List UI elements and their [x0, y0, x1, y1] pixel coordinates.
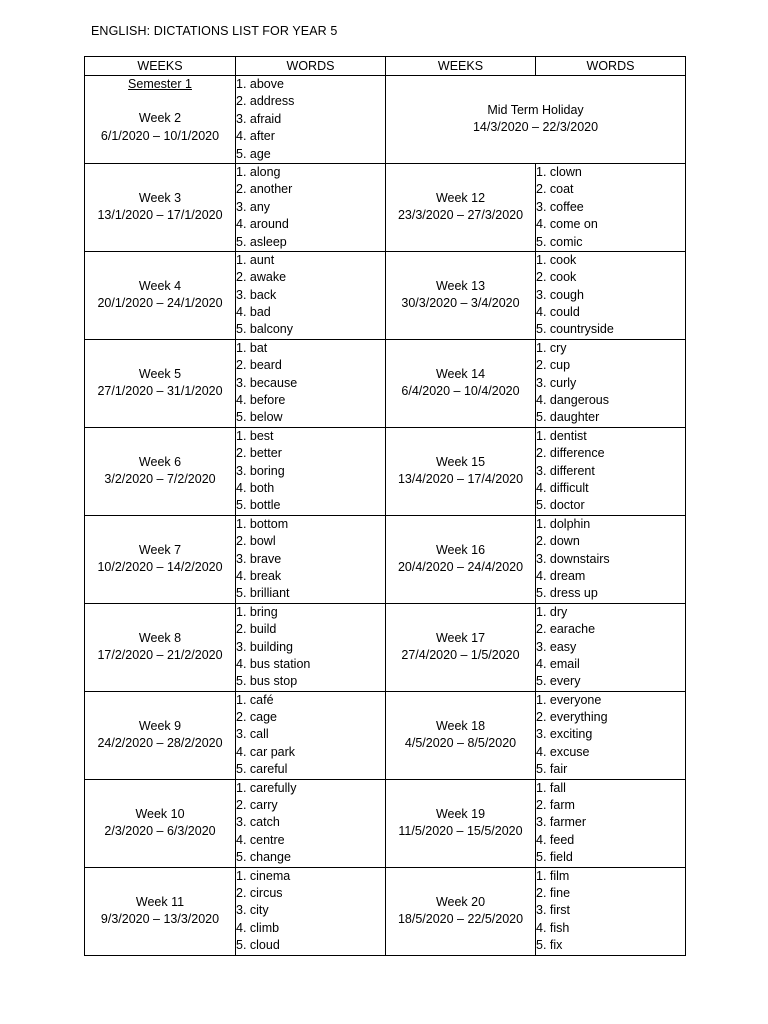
word-item: 1. bottom: [236, 516, 289, 531]
word-item: 4. feed: [536, 832, 575, 847]
word-item: 1. best: [236, 428, 274, 443]
word-item: 3. first: [536, 903, 571, 918]
word-item: 5. comic: [536, 234, 583, 249]
words-cell: [536, 867, 686, 955]
words-cell: [236, 251, 386, 339]
week-cell: [85, 76, 236, 164]
week-label: Week 14: [435, 366, 486, 381]
words-cell: [236, 427, 386, 515]
table-row: [85, 691, 686, 779]
word-item: 3. easy: [536, 639, 577, 654]
words-cell: [536, 779, 686, 867]
week-cell: [85, 779, 236, 867]
words-cell: [236, 339, 386, 427]
table-row: [85, 867, 686, 955]
word-item: 4. fish: [536, 920, 570, 935]
week-cell: [386, 515, 536, 603]
week-label: Week 9: [138, 718, 182, 733]
week-cell: [386, 251, 536, 339]
week-label: Week 17: [435, 630, 486, 645]
word-item: 4. email: [536, 656, 580, 671]
week-cell: [85, 339, 236, 427]
holiday-dates: 14/3/2020 – 22/3/2020: [472, 120, 599, 135]
word-item: 4. dream: [536, 568, 586, 583]
week-label: Week 19: [435, 806, 486, 821]
word-item: 5. careful: [236, 762, 288, 777]
week-label: Week 20: [435, 894, 486, 909]
table-row: [85, 603, 686, 691]
word-item: 1. bring: [236, 604, 278, 619]
week-label: Week 15: [435, 454, 486, 469]
week-label: Week 5: [138, 366, 182, 381]
word-item: 2. down: [536, 534, 580, 549]
word-item: 5. field: [536, 850, 573, 865]
word-item: 1. above: [236, 77, 284, 91]
word-item: 4. before: [236, 393, 286, 408]
word-item: 5. fix: [536, 938, 563, 953]
word-item: 3. curly: [536, 375, 577, 390]
word-item: 2. cup: [536, 358, 571, 373]
word-item: 2. earache: [536, 622, 596, 637]
dictation-table: [84, 56, 686, 956]
word-item: 3. building: [236, 639, 293, 654]
word-item: 1. everyone: [536, 692, 602, 707]
table-row: [85, 427, 686, 515]
holiday-title: Mid Term Holiday: [487, 103, 584, 118]
words-cell: [236, 691, 386, 779]
word-item: 1. aunt: [236, 252, 275, 267]
week-cell: [386, 867, 536, 955]
words-cell: [536, 251, 686, 339]
word-item: 5. asleep: [236, 234, 287, 249]
week-dates: 13/1/2020 – 17/1/2020: [97, 208, 223, 223]
word-item: 2. build: [236, 622, 277, 637]
word-item: 3. catch: [236, 815, 280, 830]
word-item: 1. bat: [236, 340, 268, 355]
words-header: WORDS: [536, 57, 686, 76]
word-item: 3. different: [536, 463, 595, 478]
word-item: 1. film: [536, 868, 570, 883]
word-item: 2. circus: [236, 885, 283, 900]
word-item: 1. cinema: [236, 868, 291, 883]
word-item: 1. cook: [536, 252, 577, 267]
word-item: 2. awake: [236, 270, 287, 285]
week-dates: 17/2/2020 – 21/2/2020: [97, 648, 223, 663]
word-item: 4. after: [236, 129, 275, 144]
week-cell: [85, 427, 236, 515]
week-label: Week 6: [138, 454, 182, 469]
week-label: Week 16: [435, 542, 486, 557]
word-item: 5. brilliant: [236, 586, 290, 601]
week-dates: 2/3/2020 – 6/3/2020: [104, 824, 216, 839]
word-item: 1. carefully: [236, 780, 297, 795]
word-item: 2. address: [236, 94, 295, 109]
word-item: 5. balcony: [236, 322, 293, 337]
week-cell: [386, 339, 536, 427]
word-item: 5. age: [236, 146, 271, 161]
week-cell: [386, 163, 536, 251]
header-row: [85, 57, 686, 76]
word-item: 4. come on: [536, 217, 598, 232]
week-label: Week 10: [135, 806, 185, 821]
word-item: 2. everything: [536, 710, 608, 725]
word-item: 4. centre: [236, 832, 285, 847]
week-label: Week 13: [435, 278, 486, 293]
week-dates: 6/4/2020 – 10/4/2020: [401, 384, 520, 399]
words-cell: [236, 867, 386, 955]
week-label: Week 3: [138, 191, 182, 206]
week-cell: [386, 603, 536, 691]
week-cell: [85, 515, 236, 603]
word-item: 3. afraid: [236, 111, 282, 126]
week-cell: [386, 779, 536, 867]
word-item: 3. downstairs: [536, 551, 610, 566]
word-item: 3. brave: [236, 551, 282, 566]
word-item: 2. fine: [536, 885, 571, 900]
week-cell: [386, 691, 536, 779]
week-label: Week 12: [435, 191, 486, 206]
table-row: [85, 251, 686, 339]
word-item: 2. better: [236, 446, 282, 461]
words-header: WORDS: [236, 57, 386, 76]
week-cell: [85, 867, 236, 955]
week-cell: [85, 691, 236, 779]
word-item: 5. doctor: [536, 498, 585, 513]
week-dates: 4/5/2020 – 8/5/2020: [404, 736, 517, 751]
week-dates: 13/4/2020 – 17/4/2020: [397, 472, 524, 487]
word-item: 4. both: [236, 480, 275, 495]
word-item: 3. farmer: [536, 815, 587, 830]
words-cell: [236, 779, 386, 867]
week-dates: 6/1/2020 – 10/1/2020: [100, 128, 220, 143]
week-dates: 18/5/2020 – 22/5/2020: [397, 912, 524, 927]
weeks-header: WEEKS: [386, 57, 536, 76]
week-dates: 30/3/2020 – 3/4/2020: [401, 296, 520, 311]
table-row: [85, 339, 686, 427]
week-label: Week 18: [435, 718, 486, 733]
words-cell: [236, 603, 386, 691]
weeks-header: WEEKS: [85, 57, 236, 76]
week-dates: 27/1/2020 – 31/1/2020: [97, 384, 223, 399]
word-item: 5. change: [236, 850, 291, 865]
words-cell: [536, 691, 686, 779]
table-row: [85, 163, 686, 251]
word-item: 1. dentist: [536, 428, 587, 443]
words-cell: [536, 163, 686, 251]
word-item: 2. farm: [536, 798, 575, 813]
word-item: 1. dry: [536, 604, 568, 619]
word-item: 4. difficult: [536, 480, 589, 495]
word-item: 2. another: [236, 182, 293, 197]
word-item: 3. boring: [236, 463, 285, 478]
word-item: 4. could: [536, 305, 580, 320]
words-cell: [236, 515, 386, 603]
week-label: Week 11: [135, 894, 185, 909]
word-item: 4. around: [236, 217, 289, 232]
week-label: Week 8: [138, 630, 182, 645]
word-item: 5. cloud: [236, 938, 280, 953]
week-dates: 3/2/2020 – 7/2/2020: [104, 472, 216, 487]
word-item: 5. every: [536, 674, 581, 689]
week-dates: 11/5/2020 – 15/5/2020: [398, 824, 523, 839]
word-item: 3. any: [236, 199, 271, 214]
table-row: [85, 76, 686, 164]
week-cell: [386, 427, 536, 515]
week-dates: 27/4/2020 – 1/5/2020: [401, 648, 520, 663]
word-item: 4. bad: [236, 305, 271, 320]
words-cell: [536, 515, 686, 603]
words-cell: [536, 427, 686, 515]
word-item: 1. cry: [536, 340, 567, 355]
semester-label: Semester 1: [128, 77, 192, 91]
word-item: 2. coat: [536, 182, 574, 197]
word-item: 1. dolphin: [536, 516, 591, 531]
word-item: 4. car park: [236, 744, 296, 759]
word-item: 4. excuse: [536, 744, 590, 759]
words-cell: [536, 603, 686, 691]
word-item: 1. café: [236, 692, 274, 707]
word-item: 3. exciting: [536, 727, 593, 742]
holiday-cell: [386, 76, 686, 164]
week-dates: 23/3/2020 – 27/3/2020: [397, 208, 524, 223]
word-item: 3. cough: [536, 287, 584, 302]
week-dates: 9/3/2020 – 13/3/2020: [100, 912, 220, 927]
word-item: 3. because: [236, 375, 298, 390]
page-title: ENGLISH: DICTATIONS LIST FOR YEAR 5: [91, 24, 338, 38]
week-dates: 24/2/2020 – 28/2/2020: [97, 736, 223, 751]
week-dates: 20/1/2020 – 24/1/2020: [97, 296, 223, 311]
word-item: 5. fair: [536, 762, 568, 777]
word-item: 5. countryside: [536, 322, 614, 337]
word-item: 1. along: [236, 164, 281, 179]
word-item: 1. clown: [536, 164, 582, 179]
word-item: 2. cage: [236, 710, 278, 725]
words-cell: [236, 163, 386, 251]
word-item: 5. dress up: [536, 586, 598, 601]
week-cell: [85, 603, 236, 691]
word-item: 4. climb: [236, 920, 280, 935]
word-item: 5. below: [236, 410, 283, 425]
word-item: 2. cook: [536, 270, 577, 285]
word-item: 3. call: [236, 727, 269, 742]
word-item: 2. bowl: [236, 534, 276, 549]
word-item: 1. fall: [536, 780, 566, 795]
table-body: [85, 76, 686, 956]
word-item: 4. bus station: [236, 656, 311, 671]
word-item: 4. break: [236, 568, 282, 583]
words-cell: [536, 339, 686, 427]
word-item: 2. beard: [236, 358, 282, 373]
table-row: [85, 779, 686, 867]
word-item: 5. daughter: [536, 410, 600, 425]
week-label: Week 2: [138, 111, 182, 126]
word-item: 2. carry: [236, 798, 278, 813]
word-item: 5. bus stop: [236, 674, 298, 689]
week-cell: [85, 251, 236, 339]
word-item: 3. back: [236, 287, 277, 302]
table-row: [85, 515, 686, 603]
week-label: Week 4: [138, 278, 182, 293]
word-item: 5. bottle: [236, 498, 281, 513]
word-item: 2. difference: [536, 446, 605, 461]
words-cell: [236, 76, 386, 164]
week-cell: [85, 163, 236, 251]
week-label: Week 7: [138, 542, 182, 557]
week-dates: 20/4/2020 – 24/4/2020: [397, 560, 524, 575]
word-item: 4. dangerous: [536, 393, 609, 408]
word-item: 3. city: [236, 903, 269, 918]
word-item: 3. coffee: [536, 199, 584, 214]
week-block: [85, 110, 235, 145]
week-dates: 10/2/2020 – 14/2/2020: [97, 560, 223, 575]
